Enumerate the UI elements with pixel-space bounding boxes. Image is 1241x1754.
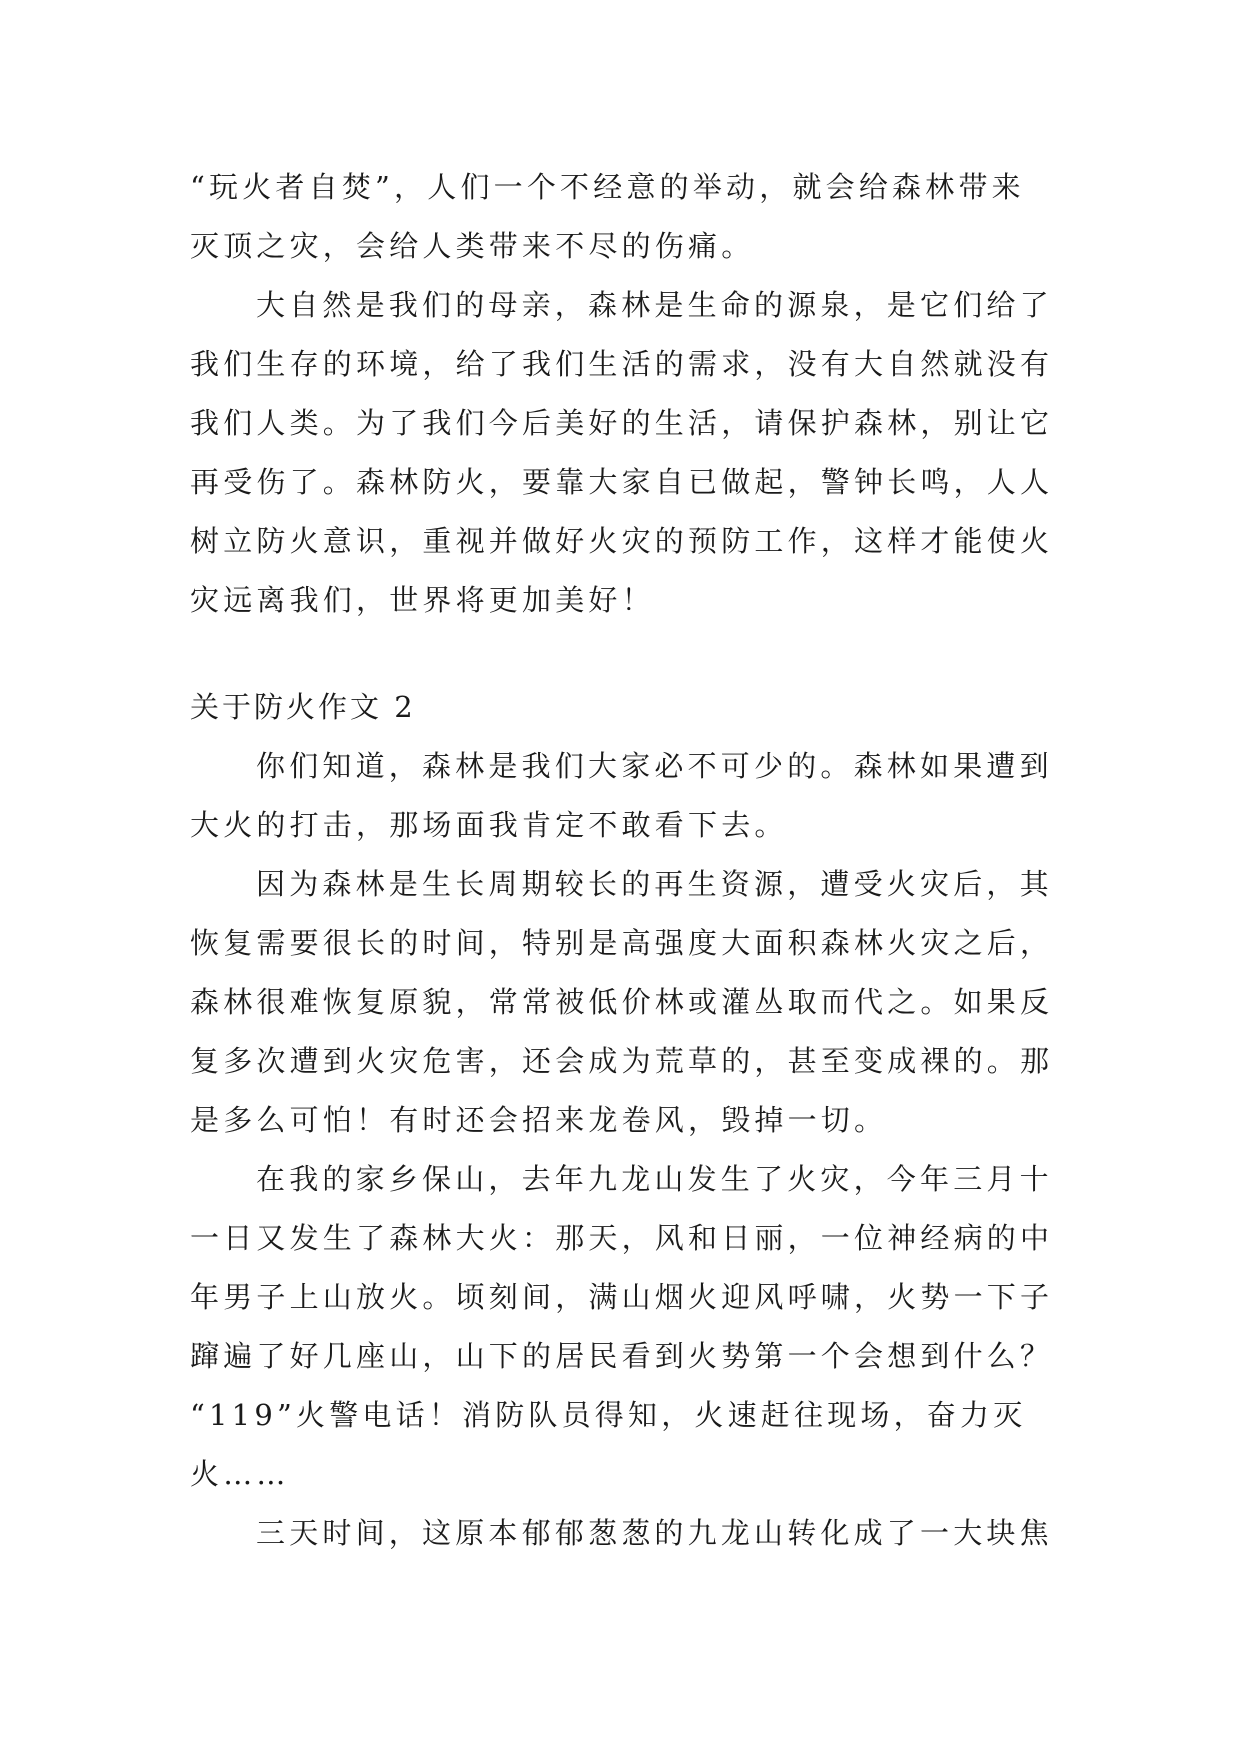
text-line: 蹿遍了好几座山，山下的居民看到火势第一个会想到什么？	[190, 1339, 1054, 1373]
paragraph-3	[190, 737, 1060, 855]
text-line: 你们知道，森林是我们大家必不可少的。森林如果遭到	[256, 749, 1053, 783]
section-heading: 关于防火作文 2	[190, 690, 416, 724]
document-body	[190, 158, 1060, 1563]
text-line: 森林很难恢复原貌，常常被低价林或灌丛取而代之。如果反	[190, 985, 1054, 1019]
text-line: “玩火者自焚”，人们一个不经意的举动，就会给森林带来	[190, 170, 1025, 204]
text-line: 我们生存的环境，给了我们生活的需求，没有大自然就没有	[190, 347, 1054, 381]
text-line: 是多么可怕！有时还会招来龙卷风，毁掉一切。	[190, 1103, 888, 1137]
text-line: 大自然是我们的母亲，森林是生命的源泉，是它们给了	[256, 288, 1053, 322]
text-line: 三天时间，这原本郁郁葱葱的九龙山转化成了一大块焦	[256, 1516, 1053, 1550]
text-line: 因为森林是生长周期较长的再生资源，遭受火灾后，其	[256, 867, 1053, 901]
text-line: 树立防火意识，重视并做好火灾的预防工作，这样才能使火	[190, 524, 1054, 558]
text-line: 恢复需要很长的时间，特别是高强度大面积森林火灾之后，	[190, 926, 1054, 960]
text-line: 复多次遭到火灾危害，还会成为荒草的，甚至变成裸的。那	[190, 1044, 1054, 1078]
text-line: 年男子上山放火。顷刻间，满山烟火迎风呼啸，火势一下子	[190, 1280, 1054, 1314]
section-gap	[190, 630, 1060, 678]
text-line: 再受伤了。森林防火，要靠大家自已做起，警钟长鸣，人人	[190, 465, 1054, 499]
text-line: 大火的打击，那场面我肯定不敢看下去。	[190, 808, 788, 842]
paragraph-5	[190, 1150, 1060, 1504]
text-line: 我们人类。为了我们今后美好的生活，请保护森林，别让它	[190, 406, 1054, 440]
text-line: 一日又发生了森林大火：那天，风和日丽，一位神经病的中	[190, 1221, 1054, 1255]
paragraph-6	[190, 1504, 1060, 1563]
text-line: 火……	[190, 1457, 290, 1491]
text-line: “119”火警电话！消防队员得知，火速赶往现场，奋力灭	[190, 1398, 1027, 1432]
text-line: 在我的家乡保山，去年九龙山发生了火灾，今年三月十	[256, 1162, 1053, 1196]
paragraph-4	[190, 855, 1060, 1150]
text-line: 灭顶之灾，会给人类带来不尽的伤痛。	[190, 229, 755, 263]
paragraph-1	[190, 158, 1060, 276]
text-line: 灾远离我们，世界将更加美好！	[190, 583, 655, 617]
paragraph-2	[190, 276, 1060, 630]
